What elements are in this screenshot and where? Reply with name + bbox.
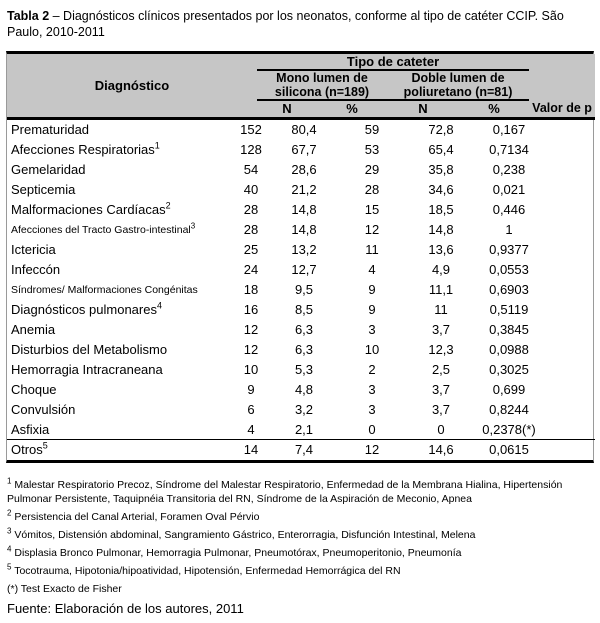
cell-pct2: 11 xyxy=(434,302,448,317)
cell-pct2: 13,6 xyxy=(428,242,454,257)
footnote-marker: 2 xyxy=(7,508,12,517)
cell-n2: 15 xyxy=(364,202,380,217)
spacer-cell xyxy=(545,300,595,320)
cell-n1: 14 xyxy=(229,440,273,460)
spacer-cell xyxy=(545,280,595,300)
cell-n2: 3 xyxy=(368,382,376,397)
cell-pct2: 12,3 xyxy=(428,342,454,357)
header-group-mono-lumen: Mono lumen de silicona (n=189) xyxy=(257,70,387,100)
footnote xyxy=(7,478,593,506)
diagnosis-text: Gemelaridad xyxy=(11,162,86,177)
page-title xyxy=(7,8,595,40)
footnote-marker: 3 xyxy=(7,526,12,535)
cell-pct2: 3,7 xyxy=(431,322,451,337)
cell-n1: 10 xyxy=(243,362,259,377)
diagnosis-cell xyxy=(7,300,229,320)
cell-p: 0,8244 xyxy=(489,402,529,417)
cell-n1: 9 xyxy=(247,382,255,397)
footnote xyxy=(7,564,593,578)
cell-p: 0,167 xyxy=(492,122,526,137)
spacer-cell xyxy=(545,120,595,140)
table-row xyxy=(7,160,595,180)
diagnosis-text: Síndromes/ Malformaciones Congénitas xyxy=(11,283,198,296)
spacer-cell xyxy=(545,360,595,380)
header-empty-cell xyxy=(529,54,595,70)
cell-n2: 29 xyxy=(364,162,380,177)
cell-pct1: 28,6 xyxy=(291,162,317,177)
cell-n2: 3 xyxy=(368,322,376,337)
diagnosis-cell xyxy=(7,440,229,460)
diagnosis-cell xyxy=(7,400,229,420)
table-row xyxy=(7,180,595,200)
diagnosis-text: Anemia xyxy=(11,322,56,337)
header-col-pct-doble: % xyxy=(488,101,500,117)
header-empty-cell xyxy=(529,70,595,100)
cell-n1: 40 xyxy=(243,182,259,197)
cell-n1: 28 xyxy=(243,222,259,237)
cell-pct1: 67,7 xyxy=(291,142,317,157)
cell-n2: 12 xyxy=(335,440,409,460)
table-number: Tabla 2 xyxy=(7,9,50,23)
footnote-marker: 1 xyxy=(154,140,160,151)
cell-p: 0,7134 xyxy=(489,142,529,157)
cell-n2: 3 xyxy=(368,402,376,417)
cell-n1: 16 xyxy=(243,302,259,317)
cell-pct1: 6,3 xyxy=(294,322,314,337)
fisher-test-note: (*) Test Exacto de Fisher xyxy=(7,582,122,595)
footnote-marker: 4 xyxy=(7,544,12,553)
cell-pct2: 11,1 xyxy=(428,282,454,297)
cell-pct1: 4,8 xyxy=(294,382,314,397)
cell-n2: 53 xyxy=(364,142,380,157)
cell-pct1: 5,3 xyxy=(294,362,314,377)
footnote-marker: 3 xyxy=(190,221,196,230)
footnote xyxy=(7,528,593,542)
cell-pct2: 14,8 xyxy=(428,222,454,237)
cell-p: 0,6903 xyxy=(489,282,529,297)
cell-n2: 4 xyxy=(368,262,376,277)
cell-pct2: 3,7 xyxy=(431,382,451,397)
table-row xyxy=(7,420,595,440)
cell-p: 0,238 xyxy=(492,162,526,177)
cell-n1: 12 xyxy=(243,322,259,337)
diagnosis-text: Afecciones del Tracto Gastro-intestinal xyxy=(11,223,191,236)
footnote-text: Persistencia del Canal Arterial, Foramen Oval Pérvio xyxy=(14,510,260,523)
cell-pct2: 0 xyxy=(437,421,445,437)
footnote-text: Tocotrauma, Hipotonia/hipoatividad, Hipotensión, Enfermedad Hemorrágica del RN xyxy=(14,564,401,577)
footnote-text: Vómitos, Distensión abdominal, Sangramiento Gástrico, Enterorragia, Disfunción Intestinal, Melena xyxy=(14,528,476,541)
diagnosis-text: Choque xyxy=(11,382,57,397)
diagnosis-text: Disturbios del Metabolismo xyxy=(11,342,168,357)
source-line: Fuente: Elaboración de los autores, 2011 xyxy=(7,600,244,616)
table-row xyxy=(7,380,595,400)
cell-n1: 12 xyxy=(243,342,259,357)
cell-pct1: 13,2 xyxy=(291,242,317,257)
diagnosis-cell xyxy=(7,380,229,400)
cell-pct2: 72,8 xyxy=(428,122,454,137)
table-row xyxy=(7,260,595,280)
spacer-cell xyxy=(545,220,595,240)
spacer-cell xyxy=(545,240,595,260)
cell-pct1: 8,5 xyxy=(294,302,314,317)
header-valor-de-p: Valor de p xyxy=(532,101,592,116)
table-body-grid xyxy=(7,120,595,460)
title-text: – Diagnósticos clínicos presentados por los neonatos, conforme al tipo de catéter CCIP. São Paulo, 2010-2011 xyxy=(7,9,564,39)
diagnosis-cell xyxy=(7,120,229,140)
cell-pct2: 14,6 xyxy=(409,440,473,460)
diagnosis-cell xyxy=(7,220,229,240)
cell-pct1: 12,7 xyxy=(291,262,317,277)
cell-n2: 11 xyxy=(365,242,379,257)
spacer-cell xyxy=(545,140,595,160)
diagnosis-cell xyxy=(7,140,229,160)
cell-n1: 25 xyxy=(243,242,259,257)
table-row xyxy=(7,320,595,340)
header-tipo-cateter: Tipo de cateter xyxy=(257,54,529,70)
cell-pct2: 34,6 xyxy=(428,182,454,197)
cell-n2: 59 xyxy=(364,122,380,137)
cell-pct1: 7,4 xyxy=(273,440,335,460)
spacer-cell xyxy=(545,320,595,340)
cell-n2: 12 xyxy=(364,222,380,237)
cell-p: 0,0553 xyxy=(489,262,529,277)
diagnosis-cell xyxy=(7,340,229,360)
spacer-cell xyxy=(545,260,595,280)
cell-pct2: 35,8 xyxy=(428,162,454,177)
diagnosis-cell xyxy=(7,200,229,220)
diagnosis-cell xyxy=(7,360,229,380)
cell-p: 1 xyxy=(505,222,513,237)
cell-p: 0,021 xyxy=(492,182,526,197)
diagnosis-text: Convulsión xyxy=(11,402,76,417)
diagnosis-cell xyxy=(7,320,229,340)
table-row xyxy=(7,240,595,260)
cell-pct1: 80,4 xyxy=(291,122,317,137)
footnotes xyxy=(7,478,593,578)
spacer-cell xyxy=(545,180,595,200)
diagnosis-cell xyxy=(7,280,229,300)
cell-n2: 2 xyxy=(368,362,376,377)
cell-pct1: 9,5 xyxy=(294,282,314,297)
cell-pct1: 3,2 xyxy=(294,402,314,417)
footnote-text: Malestar Respiratorio Precoz, Síndrome del Malestar Respiratorio, Enfermedad de la Membrana Hialina, Hipertensión Pulmonar Persistente, Taquipnéia Transitoria del RN, Síndrome de la Aspiración de Meconio, Apnea xyxy=(7,478,563,505)
cell-pct2: 2,5 xyxy=(431,362,451,377)
cell-pct2: 4,9 xyxy=(431,262,451,277)
cell-p: 0,0988 xyxy=(489,342,529,357)
cell-pct1: 21,2 xyxy=(291,182,317,197)
diagnosis-text: Septicemia xyxy=(11,182,76,197)
footnote xyxy=(7,510,593,524)
diagnosis-text: Asfixia xyxy=(11,421,50,437)
cell-n1: 4 xyxy=(247,421,255,437)
header-group-doble-lumen: Doble lumen de poliuretano (n=81) xyxy=(387,70,529,100)
table-row xyxy=(7,360,595,380)
table-row xyxy=(7,200,595,220)
cell-p: 0,0615 xyxy=(473,440,545,460)
diagnosis-cell xyxy=(7,420,229,440)
cell-n1: 18 xyxy=(243,282,259,297)
cell-n1: 24 xyxy=(243,262,259,277)
cell-n1: 152 xyxy=(240,122,262,137)
cell-pct2: 18,5 xyxy=(428,202,454,217)
table-row xyxy=(7,220,595,240)
cell-n2: 28 xyxy=(364,182,380,197)
header-diagnostico: Diagnóstico xyxy=(94,77,170,93)
table-row xyxy=(7,120,595,140)
cell-pct1: 14,8 xyxy=(291,202,317,217)
cell-n2: 0 xyxy=(368,421,376,437)
table-row xyxy=(7,340,595,360)
cell-n1: 128 xyxy=(240,142,262,157)
footnote-marker: 2 xyxy=(165,200,171,211)
cell-p: 0,2378(*) xyxy=(482,421,536,437)
header-col-n-doble: N xyxy=(418,101,428,117)
cell-pct2: 3,7 xyxy=(431,402,451,417)
footnote-marker: 5 xyxy=(7,562,12,571)
header-col-n-mono: N xyxy=(282,101,292,117)
cell-n2: 10 xyxy=(364,342,380,357)
cell-p: 0,5119 xyxy=(489,302,529,317)
diagnosis-cell xyxy=(7,240,229,260)
spacer-cell xyxy=(545,420,595,440)
spacer-cell xyxy=(545,160,595,180)
diagnosis-text: Afecciones Respiratorias xyxy=(11,142,155,157)
cell-n1: 54 xyxy=(243,162,259,177)
diagnosis-cell xyxy=(7,180,229,200)
cell-p: 0,699 xyxy=(492,382,526,397)
diagnosis-text: Hemorragia Intracraneana xyxy=(11,362,163,377)
spacer-cell xyxy=(545,440,595,460)
table-body xyxy=(7,120,595,460)
footnote-marker: 1 xyxy=(7,476,12,485)
footnote-marker: 4 xyxy=(156,300,162,311)
diagnosis-cell xyxy=(7,160,229,180)
footnote xyxy=(7,546,593,560)
diagnosis-text: Infeccón xyxy=(11,262,61,277)
table-row xyxy=(7,280,595,300)
diagnosis-text: Diagnósticos pulmonares xyxy=(11,302,157,317)
cell-pct2: 65,4 xyxy=(428,142,454,157)
table-row xyxy=(7,300,595,320)
diagnosis-cell xyxy=(7,260,229,280)
cell-p: 0,3845 xyxy=(489,322,529,337)
cell-n2: 9 xyxy=(368,302,376,317)
footnote-text: Displasia Bronco Pulmonar, Hemorragia Pulmonar, Pneumotórax, Pneumoperitonio, Pneumonía xyxy=(14,546,462,559)
spacer-cell xyxy=(545,200,595,220)
cell-pct1: 6,3 xyxy=(294,342,314,357)
cell-p: 0,446 xyxy=(492,202,526,217)
spacer-cell xyxy=(545,400,595,420)
diagnosis-text: Ictericia xyxy=(11,242,56,257)
cell-p: 0,3025 xyxy=(489,362,529,377)
cell-pct1: 14,8 xyxy=(291,222,317,237)
diagnosis-text: Malformaciones Cardíacas xyxy=(11,202,166,217)
footnote-marker: 5 xyxy=(42,440,48,451)
spacer-cell xyxy=(545,340,595,360)
table-row xyxy=(7,400,595,420)
cell-n1: 6 xyxy=(247,402,255,417)
table-header xyxy=(7,54,595,120)
table-row xyxy=(7,440,595,460)
diagnosis-text: Otros xyxy=(11,442,43,458)
table-row xyxy=(7,140,595,160)
cell-n1: 28 xyxy=(243,202,259,217)
cell-pct1: 2,1 xyxy=(294,421,314,437)
diagnosis-text: Prematuridad xyxy=(11,122,90,137)
header-col-pct-mono: % xyxy=(346,101,358,117)
data-table xyxy=(6,51,594,463)
cell-p: 0,9377 xyxy=(489,242,529,257)
spacer-cell xyxy=(545,380,595,400)
cell-n2: 9 xyxy=(368,282,376,297)
